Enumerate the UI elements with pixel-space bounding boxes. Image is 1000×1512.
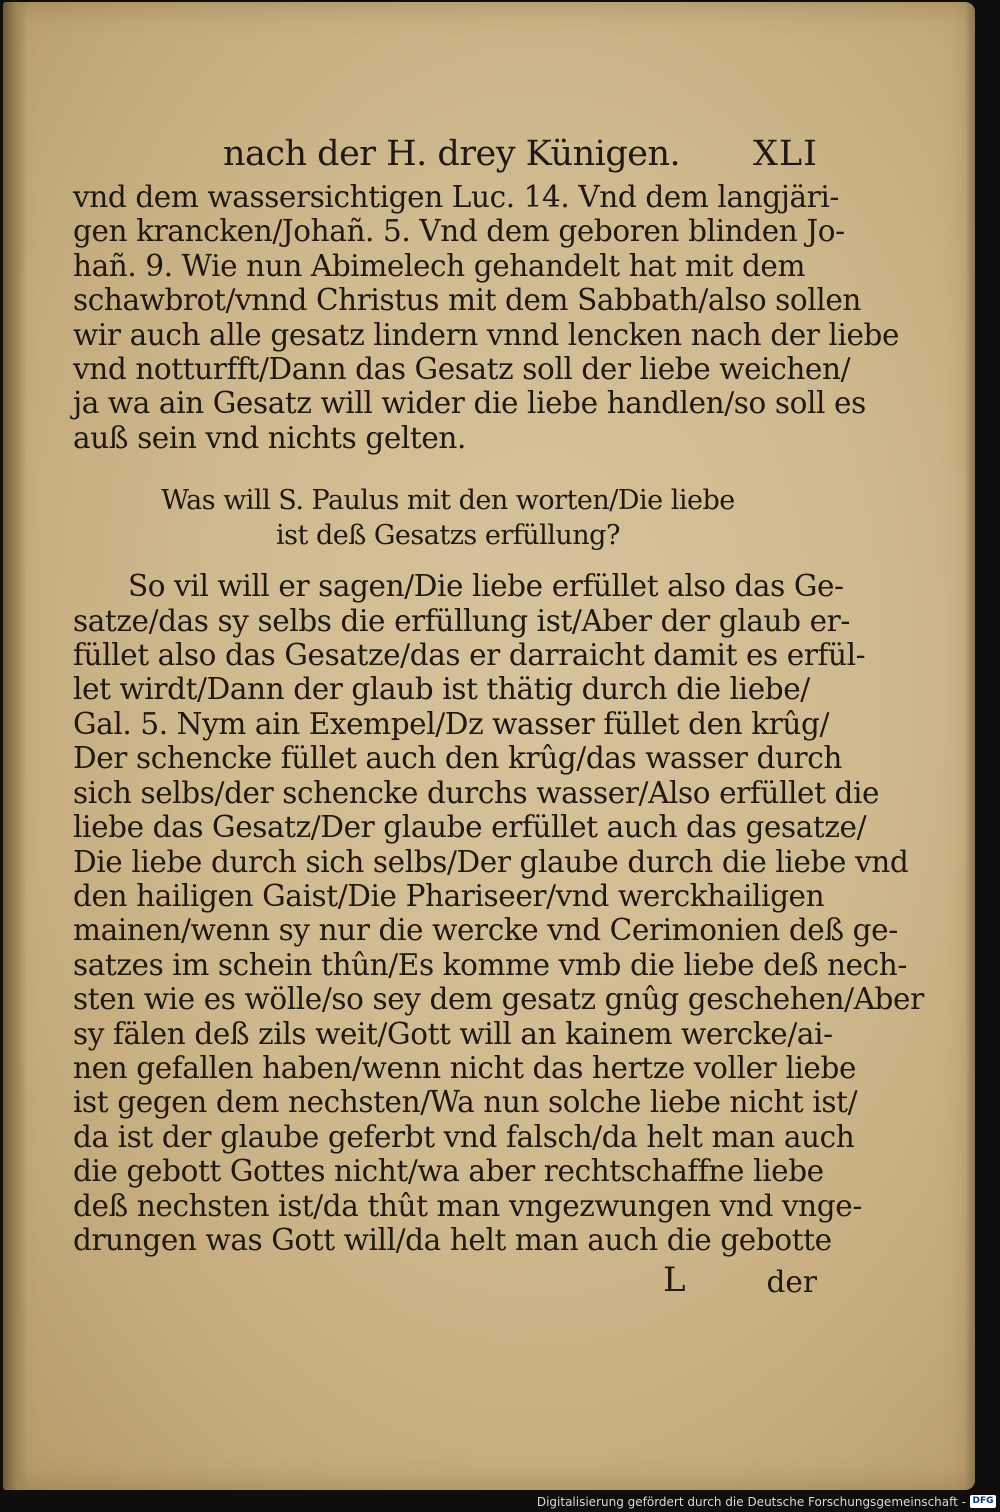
text-line: schawbrot/vnnd Christus mit dem Sabbath/also sollen [73, 283, 861, 318]
paragraph-1 [73, 180, 900, 455]
text-line: ist gegen dem nechsten/Wa nun solche liebe nicht ist/ [73, 1085, 858, 1120]
text-line: mainen/wenn sy nur die wercke vnd Cerimonien deß ge- [73, 913, 898, 948]
funding-credit: Digitalisierung gefördert durch die Deutsche Forschungsgemeinschaft - [536, 1495, 966, 1509]
text-line: sy fälen deß zils weit/Gott will an kainem wercke/ai- [73, 1016, 833, 1051]
paragraph-2 [73, 569, 924, 1257]
text-line: ja wa ain Gesatz will wider die liebe handlen/so soll es [73, 386, 866, 421]
text-line: drungen was Gott will/da helt man auch die gebotte [73, 1222, 832, 1257]
text-line: gen krancken/Johañ. 5. Vnd dem geboren blinden Jo- [73, 214, 845, 249]
signature-mark: L [663, 1260, 686, 1301]
dfg-logo-icon: DFG [970, 1495, 996, 1508]
text-line: die gebott Gottes nicht/wa aber rechtschaffne liebe [73, 1154, 824, 1189]
folio-number: XLI [753, 134, 818, 174]
page-footer [73, 1259, 823, 1301]
heading-line: Was will S. Paulus mit den worten/Die liebe [161, 485, 735, 517]
text-line: sich selbs/der schencke durchs wasser/Also erfüllet die [73, 775, 880, 810]
text-line: let wirdt/Dann der glaub ist thätig durch die liebe/ [73, 672, 810, 707]
text-line: liebe das Gesatz/Der glaube erfüllet auch das gesatze/ [73, 810, 867, 845]
text-line: wir auch alle gesatz lindern vnnd lencken nach der liebe [73, 317, 900, 352]
text-line: füllet also das Gesatze/das er darraicht damit es erfül- [73, 638, 866, 673]
text-line: satze/das sy selbs die erfüllung ist/Aber der glaub er- [73, 603, 850, 638]
page-text [73, 128, 924, 1301]
book-page [3, 2, 975, 1490]
text-line: So vil will er sagen/Die liebe erfüllet also das Ge- [128, 569, 844, 604]
text-line: hañ. 9. Wie nun Abimelech gehandelt hat mit dem [73, 248, 806, 283]
text-line: deß nechsten ist/da thût man vngezwungen vnd vnge- [73, 1188, 862, 1223]
text-line: nen gefallen haben/wenn nicht das hertze voller liebe [73, 1050, 857, 1085]
section-heading [73, 483, 823, 553]
catchword: der [766, 1265, 817, 1300]
text-line: sten wie es wölle/so sey dem gesatz gnûg geschehen/Aber [73, 982, 924, 1017]
text-line: Der schencke füllet auch den krûg/das wasser durch [73, 741, 842, 776]
text-line: vnd dem wassersichtigen Luc. 14. Vnd dem langjäri- [73, 180, 839, 214]
page-edge [965, 2, 975, 1490]
heading-line: ist deß Gesatzs erfüllung? [276, 520, 620, 552]
page-header [73, 128, 823, 180]
running-title: nach der H. drey Künigen. [223, 134, 681, 174]
text-line: vnd notturfft/Dann das Gesatz soll der liebe weichen/ [73, 352, 851, 387]
text-line: Die liebe durch sich selbs/Der glaube durch die liebe vnd [73, 844, 909, 879]
page-gutter [3, 2, 27, 1490]
text-line: da ist der glaube geferbt vnd falsch/da helt man auch [73, 1119, 855, 1154]
text-line: den hailigen Gaist/Die Phariseer/vnd werckhailigen [73, 878, 825, 913]
text-line: satzes im schein thûn/Es komme vmb die liebe deß nech- [73, 947, 907, 982]
text-line: auß sein vnd nichts gelten. [73, 420, 466, 455]
text-line: Gal. 5. Nym ain Exempel/Dz wasser füllet den krûg/ [73, 706, 830, 741]
viewer-footer [0, 1492, 1000, 1512]
